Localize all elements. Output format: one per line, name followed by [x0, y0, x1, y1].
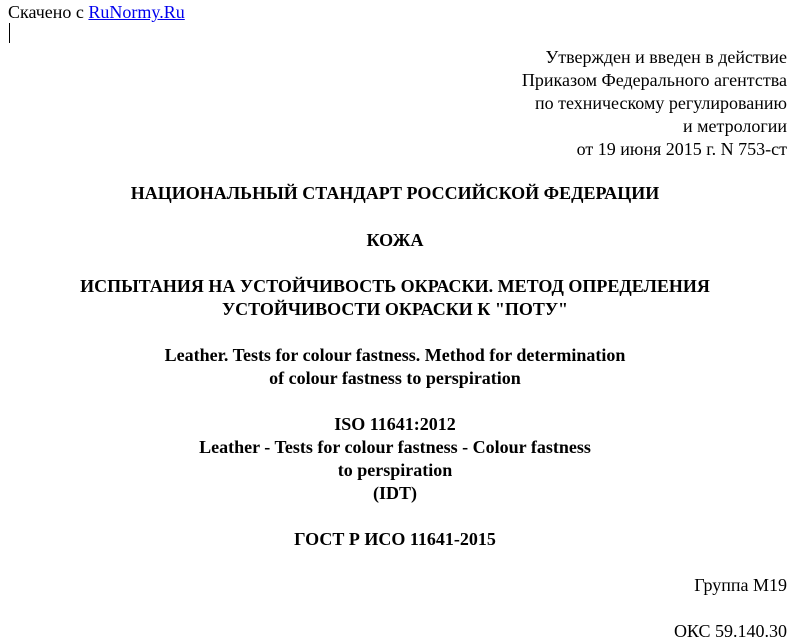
title-russian-line: ИСПЫТАНИЯ НА УСТОЙЧИВОСТЬ ОКРАСКИ. МЕТОД ОПРЕДЕЛЕНИЯ	[80, 276, 710, 296]
gost-designation-text: ГОСТ Р ИСО 11641-2015	[294, 529, 496, 549]
approval-line: и метрологии	[683, 116, 787, 136]
iso-reference-line: (IDT)	[373, 483, 417, 503]
iso-reference-line: to perspiration	[337, 460, 453, 480]
title-english-line: of colour fastness to perspiration	[269, 368, 521, 388]
approval-line: по техническому регулированию	[534, 93, 787, 113]
subject-heading	[0, 229, 790, 252]
iso-reference-line: Leather - Tests for colour fastness - Colour fastness	[199, 437, 591, 457]
title-russian	[0, 275, 790, 321]
title-russian-line: УСТОЙЧИВОСТИ ОКРАСКИ К "ПОТУ"	[221, 299, 569, 319]
standard-heading-text: НАЦИОНАЛЬНЫЙ СТАНДАРТ РОССИЙСКОЙ ФЕДЕРАЦИИ	[130, 183, 660, 203]
approval-line: от 19 июня 2015 г. N 753-ст	[576, 139, 787, 159]
download-notice-prefix: Скачено с	[8, 2, 89, 22]
gost-designation	[0, 528, 790, 551]
standard-heading	[0, 182, 790, 205]
group-code: Группа М19	[694, 575, 787, 595]
oks-code: ОКС 59.140.30	[673, 621, 787, 641]
approval-line: Утвержден и введен в действие	[545, 47, 787, 67]
title-english	[0, 344, 790, 390]
subject-heading-text: КОЖА	[366, 230, 424, 250]
title-english-line: Leather. Tests for colour fastness. Method for determination	[164, 345, 626, 365]
runormy-link[interactable]: RuNormy.Ru	[88, 2, 185, 22]
approval-line: Приказом Федерального агентства	[521, 70, 787, 90]
iso-reference	[0, 413, 790, 505]
download-notice	[8, 1, 185, 24]
iso-reference-line: ISO 11641:2012	[334, 414, 456, 434]
approval-block	[522, 46, 787, 161]
text-cursor	[9, 23, 10, 43]
